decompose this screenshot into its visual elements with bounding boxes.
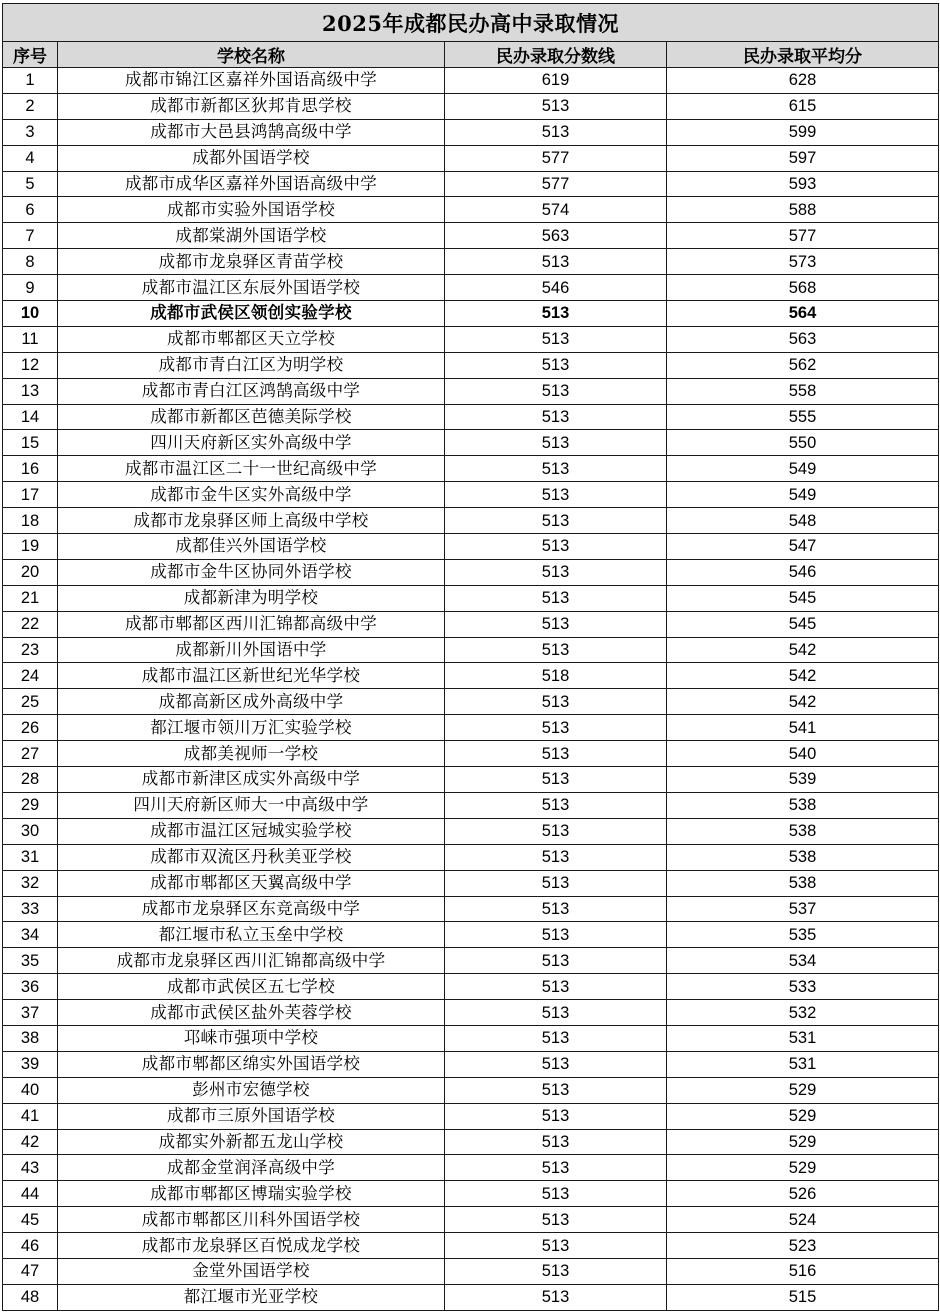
cell-cutoff-score: 513 [445,792,667,818]
table-row [3,456,939,482]
cell-cutoff-score: 513 [445,1207,667,1233]
table-row [3,637,939,663]
cell-school-name: 成都市温江区新世纪光华学校 [58,663,445,689]
cell-school-name: 成都市双流区丹秋美亚学校 [58,844,445,870]
cell-cutoff-score: 513 [445,1284,667,1310]
cell-school-name: 成都市龙泉驿区青苗学校 [58,249,445,275]
table-row [3,93,939,119]
cell-school-name: 成都市新都区狄邦肯思学校 [58,93,445,119]
table-title-row [3,4,939,42]
table-row [3,1103,939,1129]
cell-cutoff-score: 513 [445,534,667,560]
cell-average-score: 545 [667,585,939,611]
cell-index: 3 [3,119,58,145]
table-row [3,223,939,249]
cell-cutoff-score: 577 [445,145,667,171]
table-row [3,1181,939,1207]
cell-cutoff-score: 513 [445,741,667,767]
cell-school-name: 成都市武侯区盐外芙蓉学校 [58,1000,445,1026]
cell-school-name: 成都市温江区冠城实验学校 [58,818,445,844]
cell-cutoff-score: 546 [445,275,667,301]
table-row [3,197,939,223]
table-body [3,68,939,1311]
cell-cutoff-score: 513 [445,1181,667,1207]
cell-cutoff-score: 513 [445,1025,667,1051]
cell-cutoff-score: 513 [445,1155,667,1181]
cell-index: 21 [3,585,58,611]
cell-cutoff-score: 513 [445,1233,667,1259]
cell-school-name: 成都市新都区芭德美际学校 [58,404,445,430]
cell-school-name: 成都市温江区东辰外国语学校 [58,275,445,301]
table-row [3,585,939,611]
cell-cutoff-score: 513 [445,456,667,482]
cell-average-score: 529 [667,1155,939,1181]
cell-index: 45 [3,1207,58,1233]
table-row [3,870,939,896]
table-row [3,818,939,844]
cell-cutoff-score: 513 [445,378,667,404]
cell-index: 25 [3,689,58,715]
cell-school-name: 成都新津为明学校 [58,585,445,611]
cell-school-name: 成都高新区成外高级中学 [58,689,445,715]
cell-school-name: 成都外国语学校 [58,145,445,171]
cell-cutoff-score: 513 [445,1051,667,1077]
cell-average-score: 549 [667,456,939,482]
cell-index: 37 [3,1000,58,1026]
cell-cutoff-score: 513 [445,1000,667,1026]
cell-average-score: 537 [667,896,939,922]
cell-average-score: 550 [667,430,939,456]
cell-cutoff-score: 513 [445,482,667,508]
cell-school-name: 成都市新津区成实外高级中学 [58,767,445,793]
cell-index: 31 [3,844,58,870]
table-row [3,844,939,870]
cell-school-name: 成都市龙泉驿区西川汇锦都高级中学 [58,948,445,974]
cell-index: 12 [3,352,58,378]
cell-index: 11 [3,326,58,352]
cell-cutoff-score: 513 [445,611,667,637]
cell-index: 24 [3,663,58,689]
cell-cutoff-score: 513 [445,404,667,430]
cell-cutoff-score: 513 [445,249,667,275]
cell-school-name: 成都市武侯区领创实验学校 [58,301,445,327]
cell-average-score: 593 [667,171,939,197]
cell-school-name: 成都市郫都区绵实外国语学校 [58,1051,445,1077]
cell-cutoff-score: 513 [445,818,667,844]
cell-average-score: 542 [667,637,939,663]
table-row [3,249,939,275]
cell-index: 8 [3,249,58,275]
cell-average-score: 524 [667,1207,939,1233]
cell-average-score: 531 [667,1025,939,1051]
cell-school-name: 成都市成华区嘉祥外国语高级中学 [58,171,445,197]
cell-index: 7 [3,223,58,249]
cell-index: 27 [3,741,58,767]
cell-school-name: 成都市青白江区鸿鹄高级中学 [58,378,445,404]
cell-average-score: 531 [667,1051,939,1077]
cell-cutoff-score: 619 [445,68,667,94]
cell-average-score: 597 [667,145,939,171]
cell-index: 14 [3,404,58,430]
cell-cutoff-score: 513 [445,974,667,1000]
cell-index: 33 [3,896,58,922]
cell-average-score: 628 [667,68,939,94]
cell-index: 23 [3,637,58,663]
cell-cutoff-score: 513 [445,870,667,896]
table-row [3,275,939,301]
cell-average-score: 538 [667,792,939,818]
cell-school-name: 成都市锦江区嘉祥外国语高级中学 [58,68,445,94]
cell-average-score: 545 [667,611,939,637]
cell-average-score: 558 [667,378,939,404]
cell-cutoff-score: 513 [445,352,667,378]
cell-average-score: 523 [667,1233,939,1259]
table-row [3,1233,939,1259]
table-row [3,1000,939,1026]
table-row [3,948,939,974]
table-row [3,482,939,508]
cell-index: 29 [3,792,58,818]
cell-cutoff-score: 513 [445,637,667,663]
cell-index: 13 [3,378,58,404]
cell-cutoff-score: 513 [445,922,667,948]
cell-average-score: 542 [667,689,939,715]
cell-cutoff-score: 513 [445,301,667,327]
cell-school-name: 成都市郫都区川科外国语学校 [58,1207,445,1233]
table-row [3,430,939,456]
table-row [3,404,939,430]
cell-cutoff-score: 513 [445,559,667,585]
cell-average-score: 555 [667,404,939,430]
cell-school-name: 成都市龙泉驿区师上高级中学校 [58,508,445,534]
cell-index: 42 [3,1129,58,1155]
cell-school-name: 成都佳兴外国语学校 [58,534,445,560]
cell-index: 15 [3,430,58,456]
cell-index: 26 [3,715,58,741]
cell-school-name: 都江堰市私立玉垒中学校 [58,922,445,948]
cell-school-name: 成都市青白江区为明学校 [58,352,445,378]
cell-index: 47 [3,1258,58,1284]
cell-cutoff-score: 513 [445,715,667,741]
cell-school-name: 成都实外新都五龙山学校 [58,1129,445,1155]
cell-school-name: 金堂外国语学校 [58,1258,445,1284]
cell-school-name: 成都市大邑县鸿鹄高级中学 [58,119,445,145]
cell-index: 16 [3,456,58,482]
cell-index: 2 [3,93,58,119]
cell-cutoff-score: 563 [445,223,667,249]
cell-index: 35 [3,948,58,974]
table-row [3,741,939,767]
cell-index: 40 [3,1077,58,1103]
admission-table [2,3,939,1311]
column-header-average: 民办录取平均分 [667,42,939,68]
table-row [3,68,939,94]
cell-cutoff-score: 513 [445,948,667,974]
cell-index: 1 [3,68,58,94]
cell-school-name: 成都市三原外国语学校 [58,1103,445,1129]
table-row [3,611,939,637]
cell-average-score: 526 [667,1181,939,1207]
cell-index: 43 [3,1155,58,1181]
table-row [3,1207,939,1233]
cell-cutoff-score: 513 [445,767,667,793]
cell-average-score: 599 [667,119,939,145]
cell-average-score: 538 [667,844,939,870]
cell-school-name: 成都新川外国语中学 [58,637,445,663]
cell-average-score: 529 [667,1077,939,1103]
cell-cutoff-score: 577 [445,171,667,197]
cell-average-score: 588 [667,197,939,223]
column-header-index: 序号 [3,42,58,68]
cell-cutoff-score: 513 [445,430,667,456]
cell-average-score: 548 [667,508,939,534]
cell-average-score: 564 [667,301,939,327]
cell-cutoff-score: 513 [445,689,667,715]
table-row [3,1284,939,1310]
cell-average-score: 541 [667,715,939,741]
table-row [3,534,939,560]
cell-index: 18 [3,508,58,534]
cell-average-score: 533 [667,974,939,1000]
cell-school-name: 彭州市宏德学校 [58,1077,445,1103]
cell-average-score: 515 [667,1284,939,1310]
cell-school-name: 成都市郫都区西川汇锦都高级中学 [58,611,445,637]
cell-index: 34 [3,922,58,948]
cell-index: 4 [3,145,58,171]
cell-school-name: 都江堰市光亚学校 [58,1284,445,1310]
table-row [3,767,939,793]
cell-cutoff-score: 513 [445,326,667,352]
cell-index: 32 [3,870,58,896]
cell-average-score: 529 [667,1103,939,1129]
cell-average-score: 542 [667,663,939,689]
table-row [3,1051,939,1077]
cell-average-score: 516 [667,1258,939,1284]
cell-average-score: 532 [667,1000,939,1026]
cell-cutoff-score: 513 [445,93,667,119]
cell-cutoff-score: 513 [445,844,667,870]
cell-school-name: 成都市金牛区协同外语学校 [58,559,445,585]
cell-school-name: 成都市郫都区天立学校 [58,326,445,352]
cell-index: 48 [3,1284,58,1310]
cell-average-score: 546 [667,559,939,585]
cell-index: 10 [3,301,58,327]
cell-school-name: 成都市武侯区五七学校 [58,974,445,1000]
cell-average-score: 539 [667,767,939,793]
cell-index: 46 [3,1233,58,1259]
column-header-school: 学校名称 [58,42,445,68]
cell-school-name: 成都市温江区二十一世纪高级中学 [58,456,445,482]
cell-cutoff-score: 513 [445,585,667,611]
cell-school-name: 成都市郫都区天翼高级中学 [58,870,445,896]
table-row [3,119,939,145]
table-row [3,896,939,922]
cell-average-score: 547 [667,534,939,560]
cell-average-score: 615 [667,93,939,119]
cell-cutoff-score: 513 [445,1129,667,1155]
cell-school-name: 成都棠湖外国语学校 [58,223,445,249]
cell-school-name: 成都市实验外国语学校 [58,197,445,223]
cell-index: 20 [3,559,58,585]
table-row [3,922,939,948]
table-row [3,792,939,818]
cell-average-score: 562 [667,352,939,378]
cell-index: 44 [3,1181,58,1207]
table-row [3,1129,939,1155]
cell-index: 19 [3,534,58,560]
cell-average-score: 538 [667,870,939,896]
cell-index: 17 [3,482,58,508]
cell-average-score: 538 [667,818,939,844]
table-row [3,1025,939,1051]
cell-cutoff-score: 513 [445,1103,667,1129]
table-row [3,1077,939,1103]
cell-average-score: 540 [667,741,939,767]
table-row [3,352,939,378]
table-row [3,663,939,689]
table-row [3,508,939,534]
cell-school-name: 都江堰市领川万汇实验学校 [58,715,445,741]
cell-average-score: 568 [667,275,939,301]
cell-index: 36 [3,974,58,1000]
cell-average-score: 529 [667,1129,939,1155]
table-row [3,689,939,715]
cell-average-score: 535 [667,922,939,948]
cell-school-name: 成都美视师一学校 [58,741,445,767]
cell-school-name: 成都市郫都区博瑞实验学校 [58,1181,445,1207]
table-row [3,378,939,404]
cell-index: 41 [3,1103,58,1129]
table-row [3,559,939,585]
cell-school-name: 四川天府新区师大一中高级中学 [58,792,445,818]
table-row [3,1258,939,1284]
cell-cutoff-score: 513 [445,119,667,145]
cell-average-score: 549 [667,482,939,508]
cell-average-score: 573 [667,249,939,275]
cell-cutoff-score: 513 [445,896,667,922]
table-row [3,171,939,197]
cell-cutoff-score: 513 [445,508,667,534]
cell-index: 30 [3,818,58,844]
table-row [3,326,939,352]
cell-index: 39 [3,1051,58,1077]
column-header-cutoff: 民办录取分数线 [445,42,667,68]
table-title: 2025年成都民办高中录取情况 [3,4,939,42]
table-row [3,974,939,1000]
cell-index: 6 [3,197,58,223]
cell-index: 22 [3,611,58,637]
cell-school-name: 四川天府新区实外高级中学 [58,430,445,456]
cell-index: 38 [3,1025,58,1051]
cell-cutoff-score: 518 [445,663,667,689]
table-row [3,301,939,327]
column-header-row [3,42,939,68]
cell-cutoff-score: 574 [445,197,667,223]
cell-average-score: 577 [667,223,939,249]
cell-average-score: 563 [667,326,939,352]
cell-index: 9 [3,275,58,301]
table-row [3,1155,939,1181]
cell-school-name: 成都市龙泉驿区东竞高级中学 [58,896,445,922]
cell-school-name: 成都市龙泉驿区百悦成龙学校 [58,1233,445,1259]
cell-school-name: 邛崃市强项中学校 [58,1025,445,1051]
table-row [3,715,939,741]
cell-average-score: 534 [667,948,939,974]
cell-cutoff-score: 513 [445,1258,667,1284]
cell-index: 5 [3,171,58,197]
cell-index: 28 [3,767,58,793]
cell-cutoff-score: 513 [445,1077,667,1103]
table-row [3,145,939,171]
cell-school-name: 成都金堂润泽高级中学 [58,1155,445,1181]
cell-school-name: 成都市金牛区实外高级中学 [58,482,445,508]
